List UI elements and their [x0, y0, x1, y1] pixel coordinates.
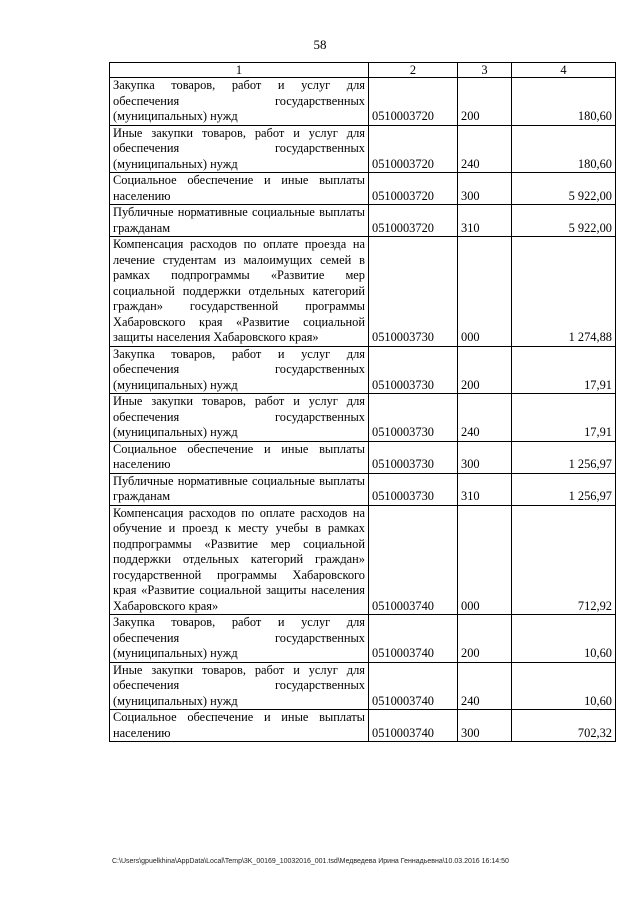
- row-code-cell: 0510003720: [369, 125, 458, 173]
- table-row: [110, 615, 616, 663]
- row-vr-cell: 240: [458, 662, 512, 710]
- row-vr-cell: 240: [458, 394, 512, 442]
- row-vr-cell: 300: [458, 173, 512, 205]
- row-sum-cell: 5 922,00: [512, 173, 616, 205]
- row-sum-cell: 712,92: [512, 505, 616, 615]
- row-code-cell: 0510003730: [369, 237, 458, 347]
- row-name-cell: Социальное обеспечение и иные выплаты населению: [110, 710, 369, 742]
- row-sum-cell: 5 922,00: [512, 205, 616, 237]
- row-sum-cell: 1 256,97: [512, 473, 616, 505]
- row-code-cell: 0510003720: [369, 205, 458, 237]
- row-code-cell: 0510003740: [369, 505, 458, 615]
- row-sum-cell: 17,91: [512, 346, 616, 394]
- table-row: [110, 205, 616, 237]
- table-row: [110, 473, 616, 505]
- table-row: [110, 125, 616, 173]
- table-row: [110, 505, 616, 615]
- row-sum-cell: 10,60: [512, 615, 616, 663]
- row-name-cell: Публичные нормативные социальные выплаты гражданам: [110, 473, 369, 505]
- row-code-cell: 0510003740: [369, 710, 458, 742]
- row-vr-cell: 300: [458, 710, 512, 742]
- table-row: [110, 78, 616, 126]
- file-path-footer: C:\Users\gpuelkhina\AppData\Local\Temp\3K_00169_10032016_001.tsd\Медведева Ирина Геннадьевна\10.03.2016 16:14:50: [112, 858, 509, 865]
- budget-table: [109, 62, 616, 742]
- table-row: [110, 441, 616, 473]
- row-sum-cell: 702,32: [512, 710, 616, 742]
- row-sum-cell: 17,91: [512, 394, 616, 442]
- row-code-cell: 0510003730: [369, 346, 458, 394]
- row-vr-cell: 240: [458, 125, 512, 173]
- row-code-cell: 0510003720: [369, 173, 458, 205]
- row-name-cell: Публичные нормативные социальные выплаты гражданам: [110, 205, 369, 237]
- page-number: 58: [313, 37, 327, 52]
- table-header-row: [110, 63, 616, 78]
- header-col-1: 1: [110, 63, 369, 78]
- table-row: [110, 662, 616, 710]
- header-col-4: 4: [512, 63, 616, 78]
- row-code-cell: 0510003720: [369, 78, 458, 126]
- row-name-cell: Компенсация расходов по оплате проезда на лечение студентам из малоимущих семей в рамках подпрограммы «Развитие мер социальной поддержки отдельных категорий граждан» государственной программы Хабаровского края «Развитие социальной защиты населения Хабаровского края»: [110, 237, 369, 347]
- header-col-3: 3: [458, 63, 512, 78]
- table-row: [110, 394, 616, 442]
- row-vr-cell: 200: [458, 615, 512, 663]
- row-name-cell: Закупка товаров, работ и услуг для обеспечения государственных (муниципальных) нужд: [110, 78, 369, 126]
- row-vr-cell: 000: [458, 505, 512, 615]
- header-col-2: 2: [369, 63, 458, 78]
- row-vr-cell: 200: [458, 346, 512, 394]
- row-vr-cell: 300: [458, 441, 512, 473]
- table-row: [110, 710, 616, 742]
- row-sum-cell: 1 274,88: [512, 237, 616, 347]
- row-sum-cell: 180,60: [512, 78, 616, 126]
- row-sum-cell: 1 256,97: [512, 441, 616, 473]
- row-code-cell: 0510003730: [369, 473, 458, 505]
- row-vr-cell: 200: [458, 78, 512, 126]
- row-code-cell: 0510003740: [369, 615, 458, 663]
- row-name-cell: Компенсация расходов по оплате расходов на обучение и проезд к месту учебы в рамках подпрограммы «Развитие мер социальной поддержки отдельных категорий граждан» государственной программы Хабаровского края «Развитие социальной защиты населения Хабаровского края»: [110, 505, 369, 615]
- table-body: [110, 63, 616, 742]
- row-name-cell: Иные закупки товаров, работ и услуг для обеспечения государственных (муниципальных) нужд: [110, 394, 369, 442]
- row-name-cell: Социальное обеспечение и иные выплаты населению: [110, 173, 369, 205]
- row-code-cell: 0510003730: [369, 441, 458, 473]
- row-name-cell: Социальное обеспечение и иные выплаты населению: [110, 441, 369, 473]
- table-row: [110, 237, 616, 347]
- row-code-cell: 0510003730: [369, 394, 458, 442]
- row-code-cell: 0510003740: [369, 662, 458, 710]
- table-row: [110, 346, 616, 394]
- row-name-cell: Закупка товаров, работ и услуг для обеспечения государственных (муниципальных) нужд: [110, 346, 369, 394]
- table-row: [110, 173, 616, 205]
- row-vr-cell: 310: [458, 205, 512, 237]
- row-sum-cell: 180,60: [512, 125, 616, 173]
- row-vr-cell: 000: [458, 237, 512, 347]
- row-vr-cell: 310: [458, 473, 512, 505]
- row-sum-cell: 10,60: [512, 662, 616, 710]
- row-name-cell: Иные закупки товаров, работ и услуг для обеспечения государственных (муниципальных) нужд: [110, 125, 369, 173]
- row-name-cell: Закупка товаров, работ и услуг для обеспечения государственных (муниципальных) нужд: [110, 615, 369, 663]
- row-name-cell: Иные закупки товаров, работ и услуг для обеспечения государственных (муниципальных) нужд: [110, 662, 369, 710]
